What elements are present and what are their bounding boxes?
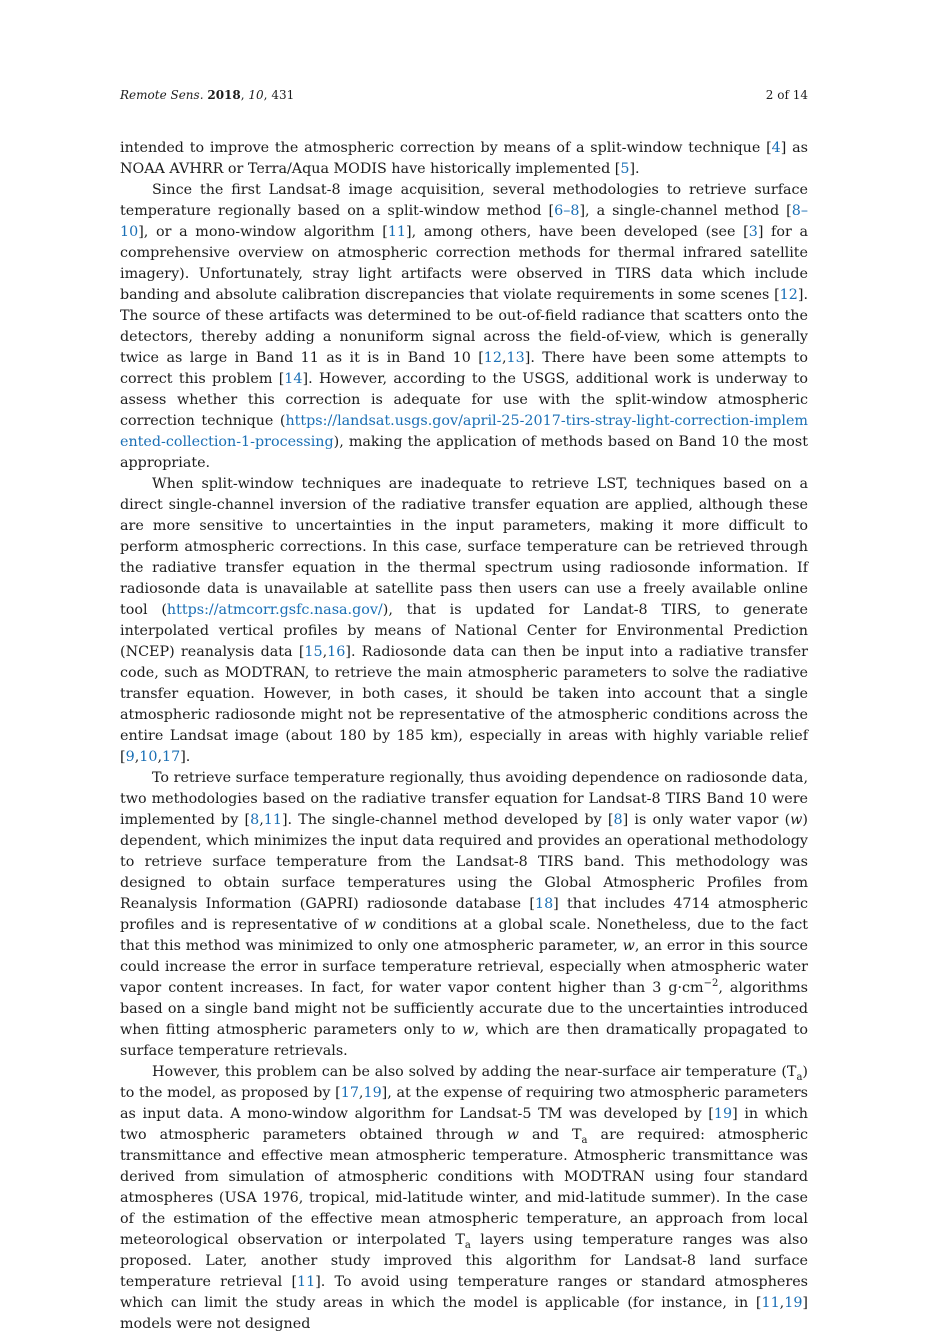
running-header: Remote Sens. 2018, 10, 431 2 of 14 <box>120 88 808 102</box>
citation-link[interactable]: 14 <box>284 371 303 387</box>
paragraph-4: To retrieve surface temperature regionally, thus avoiding dependence on radiosonde data, two methodologies based on the radiative transfer equation for Landsat-8 TIRS Band 10 were implemented by [8,11]. The single-channel method developed by [8] is only water vapor (w) dependent, which minimizes the input data required and provides an operational methodology to retrieve surface temperature from the Landsat-8 TIRS band. This methodology was designed to obtain surface temperatures using the Global Atmospheric Profiles from Reanalysis Information (GAPRI) radiosonde database [18] that includes 4714 atmospheric profiles and is representative of w conditions at a global scale. Nonetheless, due to the fact that this method was minimized to only one atmospheric parameter, w, an error in this source could increase the error in surface temperature retrieval, especially when atmospheric water vapor content increases. In fact, for water vapor content higher than 3 $g\cdot cm^{-2}$, algorithms based on a single band might not be sufficiently accurate due to the uncertainties introduced when fitting atmospheric parameters only to w, which are then dramatically propagated to surface temperature retrievals. <box>120 770 808 1059</box>
citation-link[interactable]: 4 <box>771 140 781 156</box>
article-number: 431 <box>271 88 295 102</box>
journal-volume: 10 <box>248 88 264 102</box>
water-vapor-symbol: w <box>462 1022 475 1038</box>
citation-link[interactable]: 16 <box>327 644 346 660</box>
water-vapor-symbol: w <box>363 917 377 933</box>
citation-link[interactable]: 12 <box>779 287 798 303</box>
atmcorr-url-link[interactable]: https://atmcorr.gsfc.nasa.gov/ <box>166 602 383 618</box>
usgs-url-link[interactable]: https://landsat.usgs.gov/april-25-2017-tirs-stray-light-correction-implemented-collection-1-processing <box>120 413 808 450</box>
citation-link[interactable]: 19 <box>784 1295 803 1311</box>
citation-link[interactable]: 11 <box>761 1295 780 1311</box>
citation-link[interactable]: 19 <box>713 1106 733 1122</box>
citation-link[interactable]: 8 <box>613 812 623 828</box>
body-text <box>120 138 808 1335</box>
citation-link[interactable]: 11 <box>387 224 407 240</box>
page-number: 2 of 14 <box>765 88 808 102</box>
citation-link[interactable]: 12 <box>483 350 502 366</box>
subscript-a: a <box>464 1239 471 1251</box>
citation-link[interactable]: 15 <box>304 644 323 660</box>
citation-link[interactable]: 8 <box>791 203 801 219</box>
citation-link[interactable]: 17 <box>340 1085 359 1101</box>
citation-link[interactable]: 11 <box>263 812 282 828</box>
journal-name: Remote Sens. <box>120 88 204 102</box>
citation-link[interactable]: 5 <box>620 161 630 177</box>
citation-link[interactable]: 10 <box>139 749 158 765</box>
citation-link[interactable]: 6 <box>554 203 564 219</box>
citation-link[interactable]: 11 <box>297 1274 316 1290</box>
journal-year: 2018 <box>207 88 241 102</box>
paragraph-5: However, this problem can be also solved by adding the near-surface air temperature $(T_a)$ to the model, as proposed by [17,19], at the expense of requiring two atmospheric parameters as input data. A mono-window algorithm for Landsat-5 TM was developed by [19] in which two atmospheric parameters obtained through w and $T_a$ are required: atmospheric transmittance and effective mean atmospheric temperature. Atmospheric transmittance was derived from simulation of atmospheric conditions with MODTRAN using four standard atmospheres (USA 1976, tropical, mid-latitude winter, and mid-latitude summer). In the case of the estimation of the effective mean atmospheric temperature, an approach from local meteorological observation or interpolated $T_a$ layers using temperature ranges was also proposed. Later, another study improved this algorithm for Landsat-8 land surface temperature retrieval [11]. To avoid using temperature ranges or standard atmospheres which can limit the study areas in which the model is applicable (for instance, in [11,19] models were not designed <box>120 1064 809 1332</box>
citation-link[interactable]: 9 <box>125 749 135 765</box>
water-vapor-symbol: w <box>622 938 635 954</box>
subscript-a: a <box>796 1071 803 1083</box>
water-vapor-symbol: w <box>506 1127 519 1143</box>
citation-link[interactable]: 3 <box>748 224 758 240</box>
exponent: −2 <box>703 978 719 990</box>
citation-link[interactable]: 17 <box>161 749 181 765</box>
citation-link[interactable]: 13 <box>506 350 525 366</box>
paragraph-2: Since the first Landsat-8 image acquisition, several methodologies to retrieve surface temperature regionally based on a split-window method [6–8], a single-channel method [8–10], or a mono-window algorithm [11], among others, have been developed (see [3] for a comprehensive overview on atmospheric correction methods for thermal infrared satellite imagery). Unfortunately, stray light artifacts were observed in TIRS data which include banding and absolute calibration discrepancies that violate requirements in some scenes [12]. The source of these artifacts was determined to be out-of-field radiance that scatters onto the detectors, thereby adding a nonuniform signal across the field-of-view, which is generally twice as large in Band 11 as it is in Band 10 [12,13]. There have been some attempts to correct this problem [14]. However, according to the USGS, additional work is underway to assess whether this correction is adequate for use with the split-window atmospheric correction technique (https://landsat.usgs.gov/april-25-2017-tirs-stray-light-correction-implemented-collection-1-processing), making the application of methods based on Band 10 the most appropriate. <box>120 182 808 471</box>
citation-link[interactable]: 19 <box>363 1085 382 1101</box>
citation-link[interactable]: 8 <box>570 203 580 219</box>
citation-link[interactable]: 10 <box>120 224 139 240</box>
citation-link[interactable]: 8 <box>250 812 260 828</box>
water-vapor-symbol: w <box>790 812 803 828</box>
subscript-a: a <box>581 1134 588 1146</box>
paragraph-3: When split-window techniques are inadequate to retrieve LST, techniques based on a direct single-channel inversion of the radiative transfer equation are applied, although these are more sensitive to uncertainties in the input parameters, making it more difficult to perform atmospheric corrections. In this case, surface temperature can be retrieved through the radiative transfer equation in the thermal spectrum using radiosonde information. If radiosonde data is unavailable at satellite pass then users can use a freely available online tool (https://atmcorr.gsfc.nasa.gov/), that is updated for Landat-8 TIRS, to generate interpolated vertical profiles by means of National Center for Environmental Prediction (NCEP) reanalysis data [15,16]. Radiosonde data can then be input into a radiative transfer code, such as MODTRAN, to retrieve the main atmospheric parameters to solve the radiative transfer equation. However, in both cases, it should be taken into account that a single atmospheric radiosonde might not be representative of the atmospheric conditions across the entire Landsat image (about 180 by 185 km), especially in areas with highly variable relief [9,10,17]. <box>120 476 808 765</box>
paragraph-1: intended to improve the atmospheric correction by means of a split-window technique [4] as NOAA AVHRR or Terra/Aqua MODIS have historically implemented [5]. <box>120 140 808 177</box>
citation-link[interactable]: 18 <box>534 896 554 912</box>
